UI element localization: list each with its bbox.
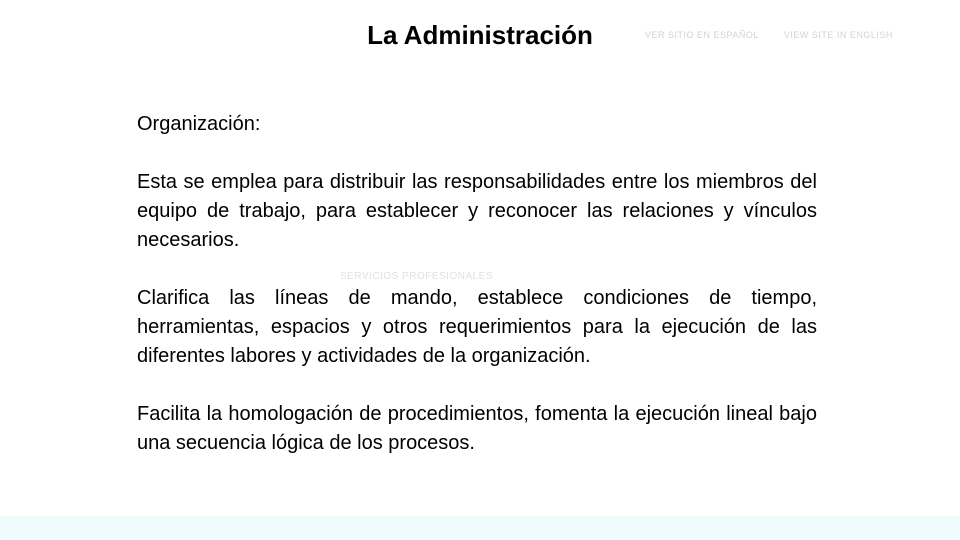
paragraph-3: Facilita la homologación de procedimientos, fomenta la ejecución lineal bajo una secuencia lógica de los procesos. xyxy=(137,403,817,454)
watermark-services-text: SERVICIOS PROFESIONALES xyxy=(340,271,494,282)
paragraph-2: Clarifica las líneas de mando, establece condiciones de tiempo, herramientas, espacios y otros requerimientos para la ejecución de las diferentes labores y actividades de la organización. xyxy=(137,287,817,367)
slide-body xyxy=(137,110,817,487)
section-heading: Organización: xyxy=(137,113,261,135)
slide-title: La Administración xyxy=(367,20,593,50)
footer-bar xyxy=(0,516,960,540)
watermark-link-spanish: VER SITIO EN ESPAÑOL xyxy=(645,30,759,40)
watermark-language-links xyxy=(645,30,893,40)
paragraph-1: Esta se emplea para distribuir las responsabilidades entre los miembros del equipo de trabajo, para establecer y reconocer las relaciones y vínculos necesarios. xyxy=(137,171,817,251)
watermark-link-english: VIEW SITE IN ENGLISH xyxy=(783,30,893,40)
